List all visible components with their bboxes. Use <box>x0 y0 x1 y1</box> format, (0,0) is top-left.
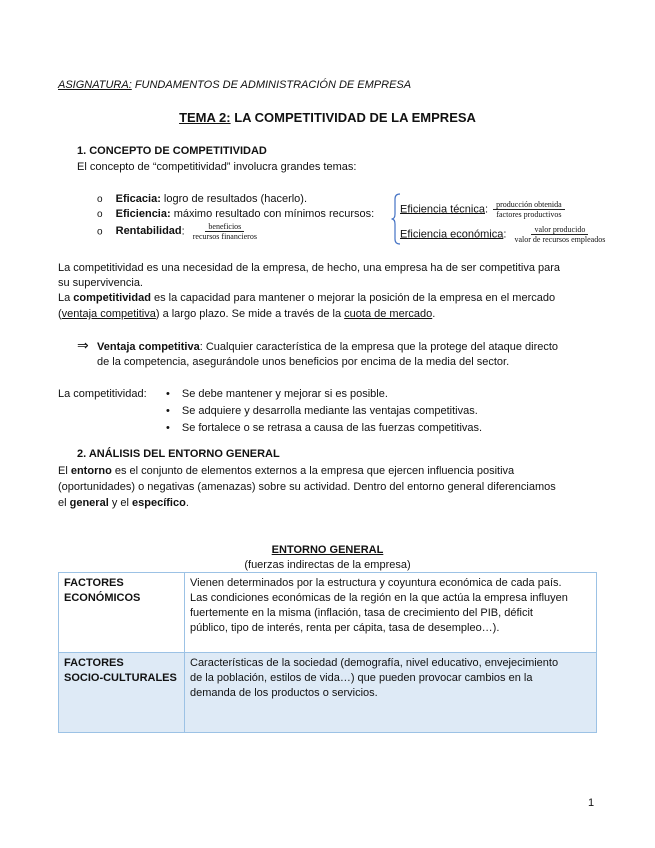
row-value-line: demanda de los productos o servicios. <box>190 687 378 699</box>
row-value <box>185 573 597 653</box>
text-run: . <box>185 497 189 509</box>
row-key-line: SOCIO-CULTURALES <box>64 672 177 684</box>
bullet-dot-icon: • <box>166 388 170 400</box>
paragraph-line <box>58 496 189 511</box>
text-run: es la capacidad para mantener o mejorar la posición de la empresa en el mercado <box>150 292 556 304</box>
bullet-text: máximo resultado con mínimos recursos: <box>170 208 375 220</box>
rentabilidad-fraction <box>190 222 260 241</box>
eficiencia-economica: Eficiencia económica: $\frac{\text{valor producido}}{\text{valor de recursos empleados}}$ <box>400 225 608 244</box>
fraction-numerator: beneficios <box>205 222 244 232</box>
fraction-numerator: valor producido <box>531 225 588 235</box>
paragraph-line <box>58 307 435 322</box>
text-run: : Cualquier característica de la empresa que la protege del ataque directo <box>199 341 559 353</box>
list-item <box>166 404 478 419</box>
fraction-numerator: producción obtenida <box>493 200 565 210</box>
cuota-link: cuota de mercado <box>344 308 433 320</box>
section1-intro: El concepto de “competitividad” involucra grandes temas: <box>77 161 357 173</box>
row-value-line: de la población, estilos de vida…) que pueden provocar cambios en la <box>190 672 533 684</box>
row-key-line: ECONÓMICOS <box>64 592 141 604</box>
bullet-text: : <box>181 225 185 238</box>
paragraph-line: La competitividad es una necesidad de la empresa, de hecho, una empresa ha de ser competitiva para <box>58 262 561 274</box>
competitividad-label: La competitividad: <box>58 388 147 400</box>
paragraph-line <box>58 464 514 479</box>
course-name: FUNDAMENTOS DE ADMINISTRACIÓN DE EMPRESA <box>131 79 412 91</box>
row-value-line: fuertemente en la misma (inflación, tasa de crecimiento del PIB, déficit <box>190 607 533 619</box>
table-title: ENTORNO GENERAL <box>271 544 384 556</box>
row-value <box>185 653 597 733</box>
row-value-line: Vienen determinados por la estructura y coyuntura económica de cada país. <box>190 577 562 589</box>
bullet-dot-icon: • <box>166 422 170 434</box>
paragraph-line: (oportunidades) o negativas (amenazas) sobre su actividad. Dentro del entorno general diferenciamos <box>58 481 556 493</box>
text-run-bold: entorno <box>70 465 112 477</box>
paragraph-line: su supervivencia. <box>58 277 143 289</box>
bullet-marker: o <box>97 226 103 238</box>
text-run: el <box>58 497 70 509</box>
fraction-denominator: recursos financieros <box>192 232 257 241</box>
eficiencia-economica-fraction <box>511 225 608 244</box>
section2-heading: 2. ANÁLISIS DEL ENTORNO GENERAL <box>77 448 280 460</box>
bullet-eficiencia <box>97 207 374 222</box>
ventaja-line: de la competencia, asegurándole unos beneficios por encima de la media del sector. <box>97 356 510 368</box>
eficiencia-economica-label: Eficiencia económica <box>400 228 504 241</box>
title-text: LA COMPETITIVIDAD DE LA EMPRESA <box>230 110 476 125</box>
entorno-table <box>58 572 597 733</box>
text-run: . <box>432 308 436 320</box>
text-run: El <box>58 465 71 477</box>
bullet-marker: o <box>97 194 103 205</box>
fraction-denominator: valor de recursos empleados <box>514 235 606 244</box>
ventaja-link: ventaja competitiva <box>61 308 156 320</box>
table-subtitle: (fuerzas indirectas de la empresa) <box>244 559 411 571</box>
list-item-text: Se adquiere y desarrolla mediante las ventajas competitivas. <box>181 405 478 417</box>
text-run: es el conjunto de elementos externos a la empresa que ejercen influencia positiva <box>111 465 515 477</box>
text-run: La <box>58 292 74 304</box>
table-row <box>59 653 597 733</box>
row-key-line: FACTORES <box>64 577 124 589</box>
table-row <box>59 573 597 653</box>
text-run: ( <box>58 308 62 320</box>
bullet-text: logro de resultados (hacerlo). <box>160 193 308 205</box>
bullet-marker: o <box>97 209 103 220</box>
fraction-denominator: factores productivos <box>496 210 562 219</box>
text-run: ) a largo plazo. Se mide a través de la <box>155 308 345 320</box>
list-item <box>166 387 388 402</box>
bullet-rentabilidad <box>97 222 260 241</box>
list-item-text: Se fortalece o se retrasa a causa de las fuerzas competitivas. <box>181 422 483 434</box>
bullet-term: Eficiencia: <box>115 208 171 220</box>
row-value-line: público, tipo de interés, renta per cápita, tasa de desempleo…). <box>190 622 500 634</box>
row-key <box>59 653 185 733</box>
text-run-bold: específico <box>132 497 186 509</box>
bullet-eficacia <box>97 192 307 207</box>
title-prefix: TEMA 2: <box>179 110 231 125</box>
eficiencia-tecnica-fraction <box>493 200 565 219</box>
eficiencia-tecnica: Eficiencia técnica: $\frac{\text{producción obtenida}}{\text{factores productivos}}$ <box>400 200 565 219</box>
ventaja-term: Ventaja competitiva <box>97 341 200 353</box>
row-value-line: Características de la sociedad (demografía, nivel educativo, envejecimiento <box>190 657 559 669</box>
text-run-bold: general <box>69 497 109 509</box>
page-title <box>0 110 655 125</box>
bullet-dot-icon: • <box>166 405 170 417</box>
course-label: ASIGNATURA: <box>58 79 132 91</box>
bullet-term: Rentabilidad <box>115 225 182 238</box>
list-item-text: Se debe mantener y mejorar si es posible. <box>181 388 388 400</box>
bullet-term: Eficacia: <box>115 193 161 205</box>
list-item <box>166 421 482 436</box>
page-number: 1 <box>588 797 595 809</box>
course-header <box>58 79 411 91</box>
text-run-bold: competitividad <box>73 292 151 304</box>
row-key-line: FACTORES <box>64 657 124 669</box>
section1-heading: 1. CONCEPTO DE COMPETITIVIDAD <box>77 145 267 157</box>
paragraph-line <box>58 291 555 306</box>
eficiencia-tecnica-label: Eficiencia técnica <box>400 203 485 216</box>
arrow-icon: ⇒ <box>77 337 89 353</box>
text-run: y el <box>108 497 132 509</box>
row-value-line: Las condiciones económicas de la región en la que actúa la empresa influyen <box>190 592 568 604</box>
ventaja-line <box>97 340 558 355</box>
row-key <box>59 573 185 653</box>
